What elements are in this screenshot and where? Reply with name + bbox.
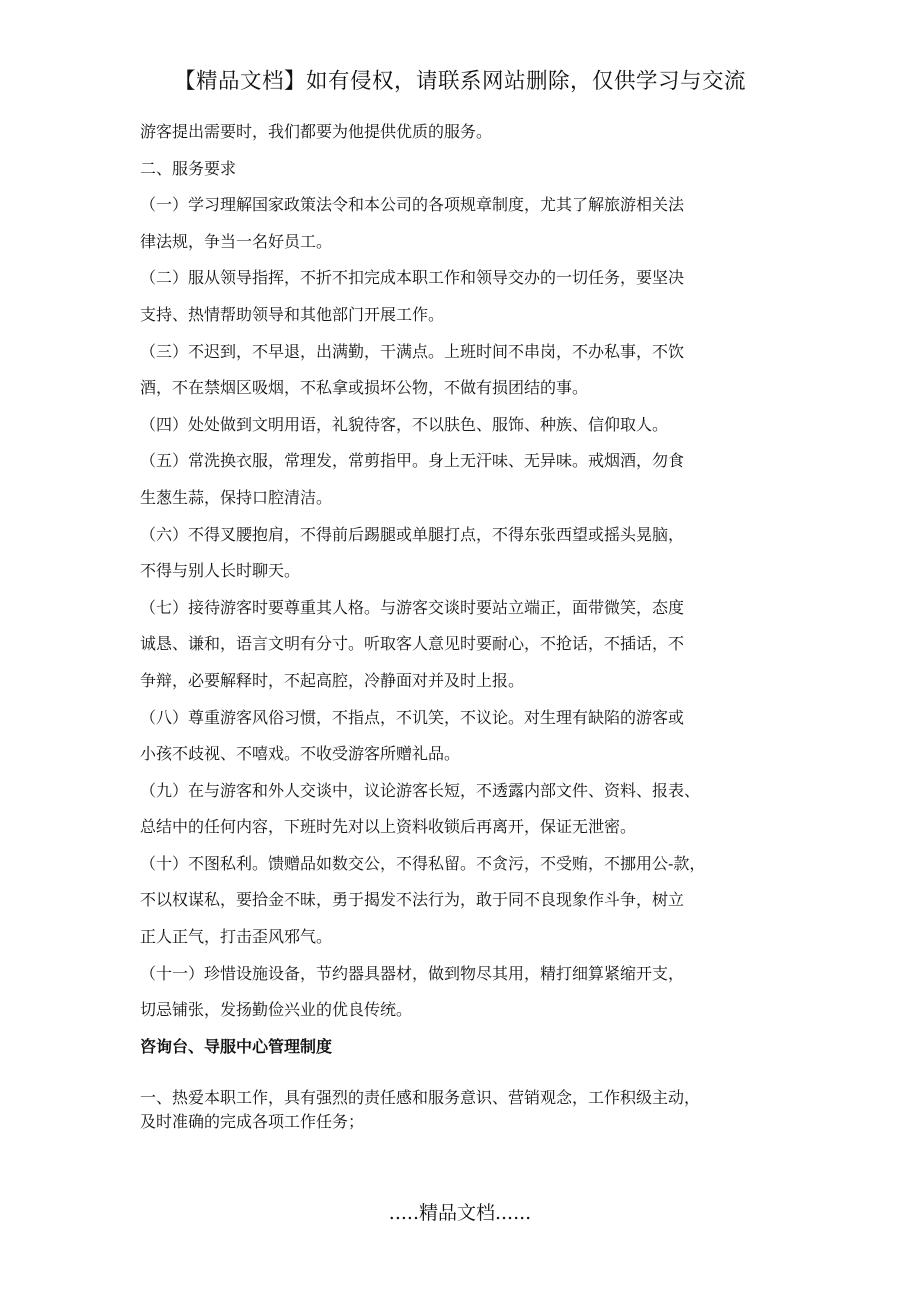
text-line: （一）学习理解国家政策法令和本公司的各项规章制度，尤其了解旅游相关法 (140, 195, 685, 215)
text-line: 不得与别人长时聊天。 (140, 561, 301, 581)
text-line: 切忌铺张，发扬勤俭兴业的优良传统。 (140, 1000, 413, 1020)
text-line: 酒，不在禁烟区吸烟，不私拿或损坏公物，不做有损团结的事。 (140, 378, 589, 398)
section-title: 咨询台、导服中心管理制度 (140, 1037, 333, 1056)
text-line: 生葱生蒜，保持口腔清洁。 (140, 487, 333, 507)
text-line: （十一）珍惜设施设备，节约器具器材，做到物尽其用，精打细算紧缩开支， (140, 963, 685, 983)
text-line: （四）处处做到文明用语，礼貌待客，不以肤色、服饰、种族、信仰取人。 (140, 414, 669, 434)
text-line: （七）接待游客时要尊重其人格。与游客交谈时要站立端正，面带微笑，态度 (140, 597, 685, 617)
text-line: 一、热爱本职工作，具有强烈的责任感和服务意识、营销观念，工作积级主动， (140, 1088, 701, 1107)
body-text (140, 114, 790, 1029)
text-line: （八）尊重游客风俗习惯，不指点，不讥笑，不议论。对生理有缺陷的游客或 (140, 707, 685, 727)
text-line: （五）常洗换衣服，常理发，常剪指甲。身上无汗味、无异味。戒烟酒，勿食 (140, 451, 685, 471)
text-line: 总结中的任何内容，下班时先对以上资料收锁后再离开，保证无泄密。 (140, 817, 637, 837)
section-heading: 二、服务要求 (140, 158, 237, 178)
watermark-footer: .....精品文档...... (388, 1202, 532, 1224)
text-line: （九）在与游客和外人交谈中，议论游客长短，不透露内部文件、资料、报表、 (140, 780, 701, 800)
text-line: 争辩，必要解释时，不起高腔，冷静面对并及时上报。 (140, 670, 525, 690)
text-line: （二）服从领导指挥，不折不扣完成本职工作和领导交办的一切任务，要坚决 (140, 268, 685, 288)
text-line: 正人正气，打击歪风邪气。 (140, 927, 333, 947)
text-line: 不以权谋私，要拾金不昧，勇于揭发不法行为，敢于同不良现象作斗争，树立 (140, 890, 685, 910)
text-line: 小孩不歧视、不嘻戏。不收受游客所赠礼品。 (140, 744, 461, 764)
text-line: 律法规，争当一名好员工。 (140, 231, 333, 251)
text-line: （六）不得叉腰抱肩，不得前后踢腿或单腿打点，不得东张西望或摇头晃脑， (140, 524, 685, 544)
text-line: 支持、热情帮助领导和其他部门开展工作。 (140, 304, 445, 324)
text-line: 游客提出需要时，我们都要为他提供优质的服务。 (140, 122, 493, 141)
text-line: 及时准确的完成各项工作任务； (140, 1112, 365, 1131)
text-line: （三）不迟到，不早退，出满勤，干满点。上班时间不串岗，不办私事，不饮 (140, 341, 685, 361)
paragraph (140, 1086, 790, 1134)
text-line: 诚恳、谦和，语言文明有分寸。听取客人意见时要耐心，不抢话，不插话，不 (140, 634, 685, 654)
watermark-header: 【精品文档】如有侵权，请联系网站删除，仅供学习与交流 (173, 69, 746, 94)
text-line: （十）不图私利。馈赠品如数交公，不得私留。不贪污，不受贿，不挪用公-款， (140, 853, 706, 873)
